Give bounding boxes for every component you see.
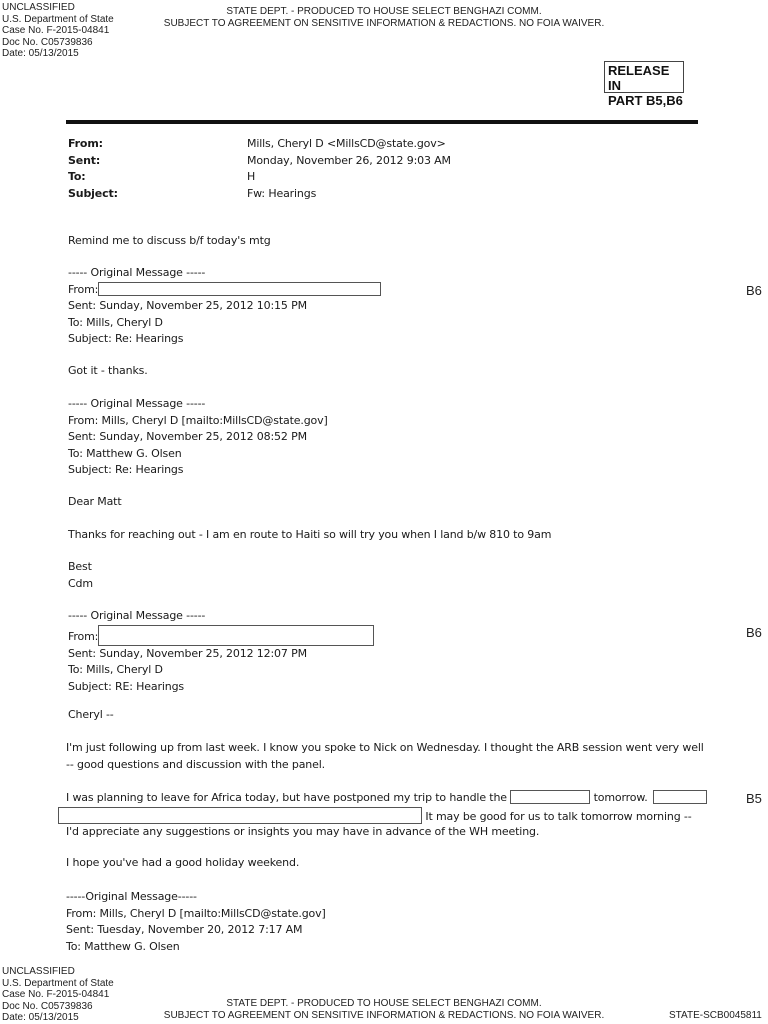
- header-classification: UNCLASSIFIED: [2, 2, 75, 13]
- message-3-paragraph-3: I hope you've had a good holiday weekend.: [66, 856, 300, 869]
- message-to-line: To: Mills, Cheryl D: [68, 663, 163, 676]
- from-value: Mills, Cheryl D <MillsCD@state.gov>: [247, 137, 446, 150]
- header-agreement-notice: SUBJECT TO AGREEMENT ON SENSITIVE INFORMATION & REDACTIONS. NO FOIA WAIVER.: [163, 17, 605, 29]
- footer-left-block: [2, 966, 114, 1024]
- original-message-3: [68, 608, 374, 695]
- footer-date: Date: 05/13/2015: [2, 1012, 79, 1023]
- email-header-labels: [68, 136, 118, 202]
- footer-case-number: Case No. F-2015-04841: [2, 989, 110, 1000]
- paragraph-text: tomorrow.: [593, 791, 648, 804]
- message-from-line: From: Mills, Cheryl D [mailto:MillsCD@state.gov]: [68, 413, 328, 427]
- closing-line-1: Best: [68, 560, 92, 573]
- message-from-label: From:: [68, 629, 99, 643]
- footer-department: U.S. Department of State: [2, 977, 114, 989]
- subject-label: Subject:: [68, 186, 118, 200]
- paragraph-text: It may be good for us to talk tomorrow morning --: [425, 810, 692, 823]
- exemption-code-b5: B5: [746, 791, 762, 806]
- to-value: H: [247, 170, 256, 183]
- redaction-box: [510, 790, 590, 804]
- sent-value: Monday, November 26, 2012 9:03 AM: [247, 153, 451, 167]
- message-divider: -----Original Message-----: [66, 890, 197, 903]
- header-left-block: [2, 2, 114, 60]
- redaction-box: [58, 807, 422, 824]
- message-subject-line: Subject: Re: Hearings: [68, 463, 184, 476]
- message-subject-line: Subject: RE: Hearings: [68, 679, 185, 693]
- message-divider: ----- Original Message -----: [68, 397, 206, 410]
- original-message-2: [68, 396, 328, 479]
- message-to-line: To: Mills, Cheryl D: [68, 315, 163, 329]
- message-sent-line: Sent: Sunday, November 25, 2012 08:52 PM: [68, 430, 307, 443]
- paragraph-line: I'm just following up from last week. I know you spoke to Nick on Wednesday. I thought the ARB session went very well: [66, 741, 704, 754]
- header-doc-number: Doc No. C05739836: [2, 36, 93, 48]
- message-sent-line: Sent: Sunday, November 25, 2012 12:07 PM: [68, 646, 307, 660]
- original-message-4: [66, 889, 326, 955]
- message-sent-line: Sent: Sunday, November 25, 2012 10:15 PM: [68, 299, 307, 312]
- subject-value: Fw: Hearings: [247, 186, 317, 200]
- message-2-body: Thanks for reaching out - I am en route to Haiti so will try you when I land b/w 810 to 9am: [68, 528, 552, 541]
- message-3-paragraph-2-line-1: [66, 790, 707, 807]
- footer-center-block: [124, 998, 644, 1021]
- paragraph-text: I was planning to leave for Africa today, but have postponed my trip to handle the: [66, 791, 507, 804]
- release-stamp-line1: RELEASE IN: [608, 63, 670, 93]
- message-3-paragraph-2-line-3: I'd appreciate any suggestions or insights you may have in advance of the WH meeting.: [66, 825, 540, 838]
- header-rule: [66, 120, 698, 124]
- exemption-code-b6: B6: [746, 625, 762, 640]
- redaction-box: [98, 625, 374, 646]
- from-label: From:: [68, 137, 103, 150]
- header-production-notice: STATE DEPT. - PRODUCED TO HOUSE SELECT BENGHAZI COMM.: [226, 6, 542, 17]
- message-2-greeting: Dear Matt: [68, 495, 122, 508]
- original-message-1: [68, 265, 381, 348]
- footer-classification: UNCLASSIFIED: [2, 966, 75, 977]
- message-from-line: [68, 282, 381, 299]
- message-divider: ----- Original Message -----: [68, 266, 206, 279]
- footer-doc-number: Doc No. C05739836: [2, 1000, 93, 1012]
- to-label: To:: [68, 170, 86, 183]
- message-divider: ----- Original Message -----: [68, 609, 206, 622]
- message-3-paragraph-2-line-2: [58, 807, 692, 826]
- message-from-line: From: Mills, Cheryl D [mailto:MillsCD@state.gov]: [66, 906, 326, 920]
- header-department: U.S. Department of State: [2, 13, 114, 25]
- message-2-closing: [68, 559, 93, 592]
- message-1-body: Got it - thanks.: [68, 364, 148, 377]
- redaction-box: [653, 790, 707, 804]
- message-from-line: [68, 625, 374, 646]
- closing-line-2: Cdm: [68, 576, 93, 590]
- message-3-paragraph-1: [66, 740, 704, 773]
- email-body: Remind me to discuss b/f today's mtg: [68, 234, 271, 247]
- redaction-box: [98, 282, 381, 296]
- exemption-code-b6: B6: [746, 283, 762, 298]
- message-to-line: To: Matthew G. Olsen: [66, 939, 180, 953]
- message-3-greeting: Cheryl --: [68, 708, 114, 721]
- message-sent-line: Sent: Tuesday, November 20, 2012 7:17 AM: [66, 923, 303, 936]
- message-to-line: To: Matthew G. Olsen: [68, 446, 182, 460]
- header-center-block: [124, 6, 644, 29]
- message-subject-line: Subject: Re: Hearings: [68, 332, 184, 345]
- sent-label: Sent:: [68, 153, 101, 167]
- footer-production-notice: STATE DEPT. - PRODUCED TO HOUSE SELECT BENGHAZI COMM.: [226, 998, 542, 1009]
- email-header-values: [247, 136, 451, 202]
- message-from-label: From:: [68, 282, 99, 296]
- footer-document-id: STATE-SCB0045811: [669, 1010, 762, 1021]
- paragraph-line: -- good questions and discussion with the panel.: [66, 757, 326, 771]
- header-date: Date: 05/13/2015: [2, 48, 79, 59]
- header-case-number: Case No. F-2015-04841: [2, 25, 110, 36]
- release-stamp: [604, 61, 684, 108]
- release-stamp-line2: PART B5,B6: [608, 93, 683, 108]
- footer-agreement-notice: SUBJECT TO AGREEMENT ON SENSITIVE INFORMATION & REDACTIONS. NO FOIA WAIVER.: [163, 1009, 605, 1021]
